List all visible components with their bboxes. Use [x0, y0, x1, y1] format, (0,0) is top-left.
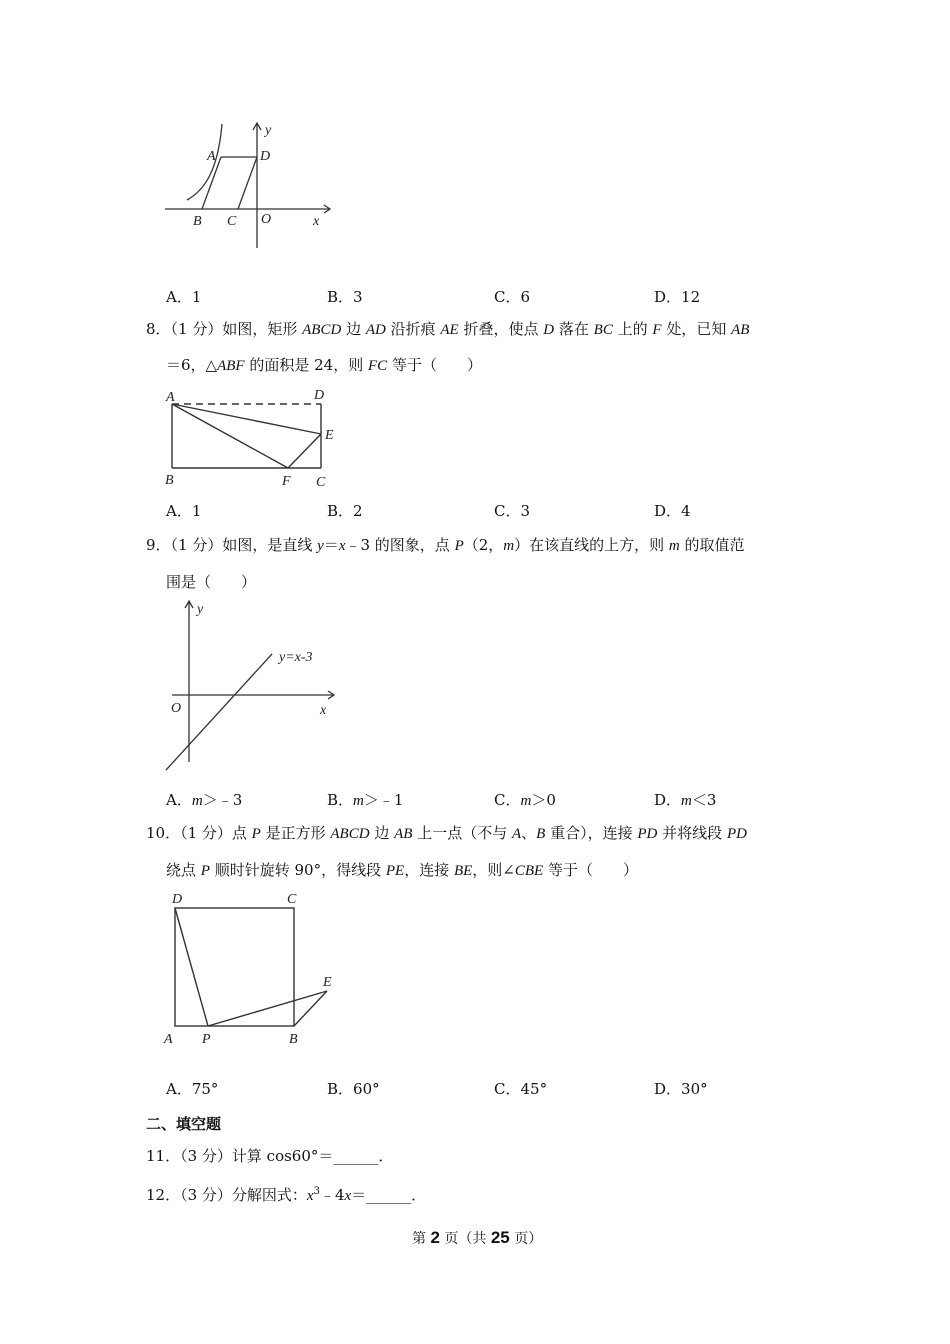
current-page-number: 2: [430, 1228, 440, 1247]
fig7-label-o: O: [261, 212, 272, 227]
fig10-label-d: D: [172, 892, 183, 907]
fig7-label-a: A: [207, 149, 216, 164]
q8-stem-line1: 8．（1 分）如图，矩形 ABCD 边 AD 沿折痕 AE 折叠，使点 D 落在 BC 上的 F 处，已知 AB: [146, 320, 750, 338]
fig10-label-a: A: [164, 1032, 173, 1047]
q9-option-b: B．m＞﹣1: [327, 791, 404, 809]
fig7-label-d: D: [260, 149, 271, 164]
q7-option-d: D．12: [654, 288, 701, 306]
fig8-label-c: C: [316, 475, 326, 490]
fig8-label-a: A: [166, 390, 175, 405]
q8-option-d: D．4: [654, 502, 691, 520]
fig8-label-f: F: [282, 474, 291, 489]
q7-option-c: C．6: [494, 288, 531, 306]
fig9-line-label: y=x-3: [279, 650, 313, 665]
fig7-label-y: y: [265, 123, 272, 138]
q8-stem-line2: ＝6，△ABF 的面积是 24，则 FC 等于（ ）: [166, 356, 482, 374]
q8-option-c: C．3: [494, 502, 531, 520]
q10-stem-line2: 绕点 P 顺时针旋转 90°，得线段 PE，连接 BE，则∠CBE 等于（ ）: [166, 861, 638, 879]
q9-stem-line1: 9．（1 分）如图，是直线 y＝x﹣3 的图象，点 P（2，m）在该直线的上方，则 m 的取值范: [146, 536, 745, 554]
q10-option-c: C．45°: [494, 1080, 548, 1098]
q9-option-c: C．m＞0: [494, 791, 556, 809]
total-page-count: 25: [490, 1228, 510, 1247]
q8-option-b: B．2: [327, 502, 363, 520]
q10-option-a: A．75°: [166, 1080, 219, 1098]
page-footer: 第 2 页（共 25 页）: [412, 1228, 543, 1247]
fig9-label-y: y: [197, 602, 204, 617]
fig8-label-b: B: [165, 473, 174, 488]
q8-option-a: A．1: [166, 502, 202, 520]
fig9-label-x: x: [320, 703, 327, 718]
q10-option-b: B．60°: [327, 1080, 380, 1098]
q9-option-a: A．m＞﹣3: [166, 791, 243, 809]
fig10-label-c: C: [287, 892, 297, 907]
fig8-label-d: D: [314, 388, 325, 403]
fig7-label-b: B: [193, 214, 202, 229]
fig7-label-x: x: [313, 214, 320, 229]
fig10-label-e: E: [323, 975, 332, 990]
fig8-label-e: E: [325, 428, 334, 443]
q11-stem: 11．（3 分）计算 cos60°＝______．: [146, 1147, 394, 1165]
fig7-label-c: C: [227, 214, 237, 229]
q10-stem-line1: 10．（1 分）点 P 是正方形 ABCD 边 AB 上一点（不与 A、B 重合），连接 PD 并将线段 PD: [146, 824, 747, 842]
fig10-label-p: P: [202, 1032, 211, 1047]
q7-option-a: A．1: [166, 288, 202, 306]
q7-option-b: B．3: [327, 288, 363, 306]
q12-stem: 12．（3 分）分解因式：$x^3﹣4x=\_\_\_\_\_\_$．: [146, 1186, 427, 1204]
section-title-fill-in: 二、填空题: [146, 1115, 222, 1133]
q9-option-d: D．m＜3: [654, 791, 717, 809]
q10-option-d: D．30°: [654, 1080, 708, 1098]
fig9-label-o: O: [171, 701, 182, 716]
fig10-label-b: B: [289, 1032, 298, 1047]
q9-stem-line2: 围是（ ）: [166, 573, 257, 591]
